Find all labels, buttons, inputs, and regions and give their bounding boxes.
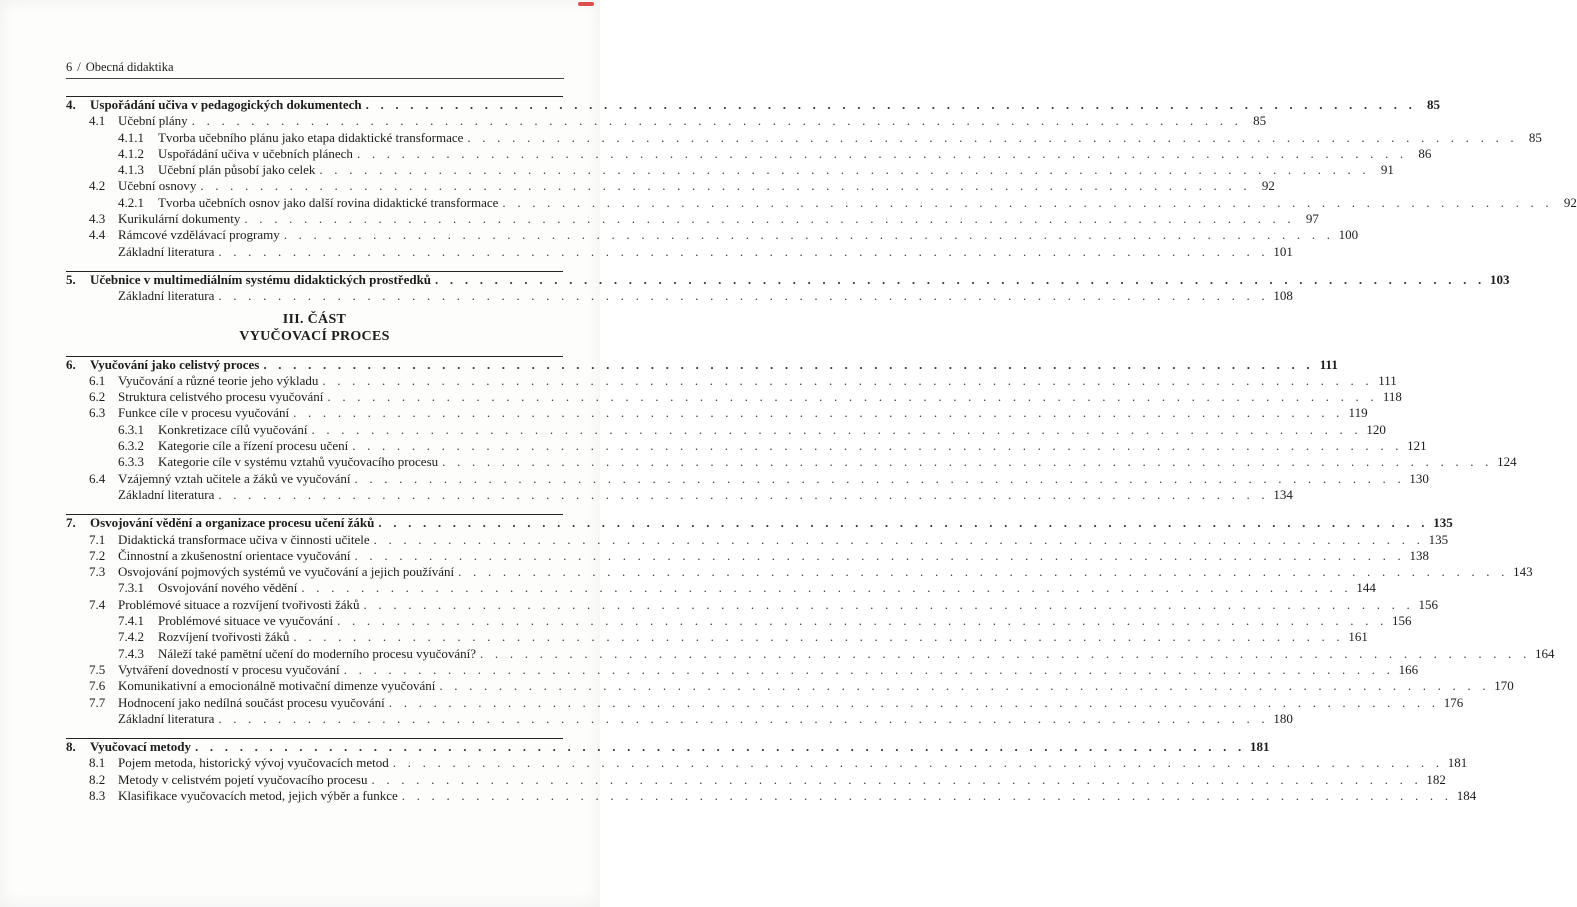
header-separator: / — [77, 60, 81, 74]
entry-title: Funkce cíle v procesu vyučování — [118, 405, 290, 421]
chapter-page: 111 — [1319, 356, 1338, 372]
leader-dots: . . . . . . . . . . . . . . . . . . . . . . . . . . . . . . . . . . . . . . . . . . . . . . . . . . . . . . . . . . . . . . . . . . . . . . . — [301, 580, 1352, 596]
toc-entry[interactable] — [66, 178, 1275, 194]
entry-title: Vytváření dovedností v procesu vyučování — [118, 661, 340, 677]
entry-number: 7.7 — [89, 694, 106, 710]
entry-page: 156 — [1392, 613, 1412, 629]
entry-page: 164 — [1534, 645, 1555, 661]
leader-dots: . . . . . . . . . . . . . . . . . . . . . . . . . . . . . . . . . . . . . . . . . . . . . . . . . . . . . . . . . . . . . . . . . . . . . . . — [218, 243, 1269, 259]
toc-entry[interactable] — [66, 454, 1517, 470]
entry-title: Základní literatura — [118, 288, 215, 304]
entry-number: 7.4.1 — [118, 613, 144, 629]
entry-title: Rámcové vzdělávací programy — [118, 227, 280, 243]
leader-dots: . . . . . . . . . . . . . . . . . . . . . . . . . . . . . . . . . . . . . . . . . . . . . . . . . . . . . . . . . . . . . . . . . . . . . . . — [322, 372, 1373, 388]
leader-dots: . . . . . . . . . . . . . . . . . . . . . . . . . . . . . . . . . . . . . . . . . . . . . . . . . . . . . . . . . . . . . . . . . . . . . . . — [502, 194, 1553, 210]
leader-dots: . . . . . . . . . . . . . . . . . . . . . . . . . . . . . . . . . . . . . . . . . . . . . . . . . . . . . . . . . . . . . . . . . . . . . . . — [218, 710, 1269, 726]
entry-page: 111 — [1378, 372, 1397, 388]
entry-page: 120 — [1366, 421, 1386, 437]
toc-chapter-8[interactable] — [66, 739, 1270, 755]
chapter-title: Vyučování jako celistvý proces — [90, 356, 260, 372]
chapter-page: 135 — [1433, 515, 1453, 531]
entry-number: 7.4.3 — [118, 645, 144, 661]
chapter-page: 181 — [1249, 739, 1270, 755]
entry-page: 97 — [1305, 211, 1319, 227]
entry-page: 156 — [1418, 596, 1438, 612]
entry-title: Vyučování a různé teorie jeho výkladu — [118, 372, 319, 388]
toc-chapter-7[interactable] — [66, 515, 1453, 531]
leader-dots: . . . . . . . . . . . . . . . . . . . . . . . . . . . . . . . . . . . . . . . . . . . . . . . . . . . . . . . . . . . . . . . . . . . . . . . — [373, 531, 1425, 547]
entry-number: 4.2 — [89, 178, 106, 194]
entry-title: Činnostní a zkušenostní orientace vyučování — [118, 547, 351, 563]
leader-dots: . . . . . . . . . . . . . . . . . . . . . . . . . . . . . . . . . . . . . . . . . . . . . . . . . . . . . . . . . . . . . . . . . . . . . . . — [244, 211, 1295, 227]
leader-dots: . . . . . . . . . . . . . . . . . . . . . . . . . . . . . . . . . . . . . . . . . . . . . . . . . . . . . . . . . . . . . . . . . . . . . . . — [200, 178, 1251, 194]
toc-entry[interactable] — [66, 438, 1427, 454]
chapter-number: 8. — [66, 739, 76, 755]
leader-dots: . . . . . . . . . . . . . . . . . . . . . . . . . . . . . . . . . . . . . . . . . . . . . . . . . . . . . . . . . . . . . . . . . . . . . . . — [263, 356, 1314, 372]
entry-page: 134 — [1273, 486, 1293, 502]
toc-entry[interactable] — [66, 421, 1386, 438]
leader-dots: . . . . . . . . . . . . . . . . . . . . . . . . . . . . . . . . . . . . . . . . . . . . . . . . . . . . . . . . . . . . . . . . . . . . . . . — [311, 421, 1362, 437]
toc-chapter-4[interactable] — [66, 97, 1441, 113]
leader-dots: . . . . . . . . . . . . . . . . . . . . . . . . . . . . . . . . . . . . . . . . . . . . . . . . . . . . . . . . . . . . . . . . . . . . . . . — [363, 596, 1414, 612]
leader-dots: . . . . . . . . . . . . . . . . . . . . . . . . . . . . . . . . . . . . . . . . . . . . . . . . . . . . . . . . . . . . . . . . . . . . . . . — [218, 486, 1269, 502]
leader-dots: . . . . . . . . . . . . . . . . . . . . . . . . . . . . . . . . . . . . . . . . . . . . . . . . . . . . . . . . . . . . . . . . . . . . . . . — [354, 547, 1405, 563]
leader-dots: . . . . . . . . . . . . . . . . . . . . . . . . . . . . . . . . . . . . . . . . . . . . . . . . . . . . . . . . . . . . . . . . . . . . . . . — [458, 564, 1509, 580]
toc-entry[interactable] — [66, 771, 1446, 788]
toc-entry[interactable] — [66, 755, 1468, 771]
entry-number: 6.3 — [89, 405, 106, 421]
toc-entry[interactable] — [66, 787, 1477, 804]
entry-title: Učební osnovy — [118, 178, 197, 194]
entry-page: 176 — [1443, 694, 1464, 710]
entry-number: 7.4 — [89, 596, 106, 612]
running-header — [66, 60, 564, 79]
entry-number: 7.1 — [89, 531, 106, 547]
toc-entry[interactable] — [66, 531, 1449, 548]
leader-dots: . . . . . . . . . . . . . . . . . . . . . . . . . . . . . . . . . . . . . . . . . . . . . . . . . . . . . . . . . . . . . . . . . . . . . . . — [371, 771, 1422, 787]
toc-entry[interactable] — [66, 405, 1368, 421]
toc-entry[interactable] — [66, 227, 1359, 243]
chapter-title: Osvojování vědění a organizace procesu učení žáků — [90, 515, 375, 531]
chapter-title: Vyučovací metody — [90, 739, 191, 755]
toc-entry-literature[interactable] — [66, 710, 1293, 727]
entry-title: Metody v celistvém pojetí vyučovacího procesu — [118, 771, 368, 787]
toc-entry[interactable] — [66, 470, 1429, 487]
entry-title: Tvorba učebních osnov jako další rovina didaktické transformace — [158, 194, 499, 210]
leader-dots: . . . . . . . . . . . . . . . . . . . . . . . . . . . . . . . . . . . . . . . . . . . . . . . . . . . . . . . . . . . . . . . . . . . . . . . — [293, 405, 1344, 421]
entry-number: 7.2 — [89, 547, 106, 563]
toc-entry[interactable] — [66, 547, 1429, 564]
entry-title: Učební plány — [118, 113, 188, 129]
entry-title: Problémové situace ve vyučování — [158, 613, 334, 629]
entry-number: 6.4 — [89, 470, 106, 486]
leader-dots: . . . . . . . . . . . . . . . . . . . . . . . . . . . . . . . . . . . . . . . . . . . . . . . . . . . . . . . . . . . . . . . . . . . . . . . — [480, 645, 1531, 661]
entry-title: Vzájemný vztah učitele a žáků ve vyučování — [118, 470, 351, 486]
entry-page: 85 — [1253, 113, 1267, 129]
entry-title: Struktura celistvého procesu vyučování — [118, 389, 324, 405]
leader-dots: . . . . . . . . . . . . . . . . . . . . . . . . . . . . . . . . . . . . . . . . . . . . . . . . . . . . . . . . . . . . . . . . . . . . . . . — [293, 629, 1344, 645]
entry-page: 85 — [1528, 129, 1542, 145]
toc-entry-literature[interactable] — [66, 288, 1293, 304]
leader-dots: . . . . . . . . . . . . . . . . . . . . . . . . . . . . . . . . . . . . . . . . . . . . . . . . . . . . . . . . . . . . . . . . . . . . . . . — [401, 787, 1453, 803]
toc-entry[interactable] — [66, 580, 1376, 596]
entry-title: Problémové situace a rozvíjení tvořivosti žáků — [118, 596, 360, 612]
entry-page: 108 — [1273, 288, 1293, 304]
entry-title: Základní literatura — [118, 486, 215, 502]
entry-page: 182 — [1426, 771, 1446, 787]
toc-entry[interactable] — [66, 694, 1464, 711]
chapter-number: 6. — [66, 356, 76, 372]
entry-title: Uspořádání učiva v učebních plánech — [158, 145, 353, 161]
entry-number: 4.1 — [89, 113, 106, 129]
entry-number: 4.1.1 — [118, 129, 144, 145]
entry-number: 8.3 — [89, 787, 106, 803]
toc-entry-literature[interactable] — [66, 486, 1293, 503]
entry-page: 166 — [1398, 661, 1419, 677]
entry-title: Pojem metoda, historický vývoj vyučovacích metod — [118, 755, 389, 771]
toc-entry-literature[interactable] — [66, 243, 1293, 260]
leader-dots: . . . . . . . . . . . . . . . . . . . . . . . . . . . . . . . . . . . . . . . . . . . . . . . . . . . . . . . . . . . . . . . . . . . . . . . — [354, 470, 1405, 486]
leader-dots: . . . . . . . . . . . . . . . . . . . . . . . . . . . . . . . . . . . . . . . . . . . . . . . . . . . . . . . . . . . . . . . . . . . . . . . — [439, 678, 1490, 694]
entry-title: Rozvíjení tvořivosti žáků — [158, 629, 290, 645]
entry-page: 181 — [1447, 755, 1468, 771]
entry-title: Konkretizace cílů vyučování — [158, 421, 308, 437]
entry-title: Osvojování pojmových systémů ve vyučování a jejich používání — [118, 564, 455, 580]
entry-number: 7.3.1 — [118, 580, 144, 596]
entry-title: Tvorba učebního plánu jako etapa didaktické transformace — [158, 129, 464, 145]
toc-entry[interactable] — [66, 145, 1432, 162]
entry-number: 4.1.3 — [118, 162, 144, 178]
leader-dots: . . . . . . . . . . . . . . . . . . . . . . . . . . . . . . . . . . . . . . . . . . . . . . . . . . . . . . . . . . . . . . . . . . . . . . . — [319, 162, 1370, 178]
toc-entry[interactable] — [66, 194, 1577, 211]
entry-number: 4.4 — [89, 227, 106, 243]
entry-page: 119 — [1348, 405, 1368, 421]
entry-title: Hodnocení jako nedílná součást procesu vyučování — [118, 694, 385, 710]
chapter-page: 103 — [1489, 271, 1510, 287]
leader-dots: . . . . . . . . . . . . . . . . . . . . . . . . . . . . . . . . . . . . . . . . . . . . . . . . . . . . . . . . . . . . . . . . . . . . . . . — [337, 613, 1388, 629]
entry-page: 91 — [1380, 162, 1394, 178]
leader-dots: . . . . . . . . . . . . . . . . . . . . . . . . . . . . . . . . . . . . . . . . . . . . . . . . . . . . . . . . . . . . . . . . . . . . . . . — [365, 97, 1417, 112]
entry-page: 118 — [1382, 389, 1402, 405]
entry-page: 86 — [1418, 145, 1432, 161]
entry-number: 6.3.2 — [118, 438, 144, 454]
entry-page: 184 — [1456, 787, 1477, 803]
entry-page: 130 — [1409, 470, 1429, 486]
header-page-number: 6 — [66, 60, 73, 74]
entry-page: 92 — [1563, 194, 1577, 210]
entry-number: 7.5 — [89, 661, 106, 677]
entry-page: 135 — [1428, 531, 1449, 547]
entry-title: Didaktická transformace učiva v činnosti učitele — [118, 531, 370, 547]
leader-dots: . . . . . . . . . . . . . . . . . . . . . . . . . . . . . . . . . . . . . . . . . . . . . . . . . . . . . . . . . . . . . . . . . . . . . . . — [392, 755, 1444, 771]
entry-number: 6.3.3 — [118, 454, 144, 470]
toc-entry[interactable] — [66, 596, 1438, 613]
toc-entry[interactable] — [66, 564, 1533, 580]
entry-page: 144 — [1356, 580, 1376, 596]
leader-dots: . . . . . . . . . . . . . . . . . . . . . . . . . . . . . . . . . . . . . . . . . . . . . . . . . . . . . . . . . . . . . . . . . . . . . . . — [467, 129, 1518, 145]
entry-number: 6.1 — [89, 372, 106, 388]
entry-page: 143 — [1513, 564, 1533, 580]
leader-dots: . . . . . . . . . . . . . . . . . . . . . . . . . . . . . . . . . . . . . . . . . . . . . . . . . . . . . . . . . . . . . . . . . . . . . . . — [191, 113, 1243, 129]
toc-entry[interactable] — [66, 661, 1419, 678]
entry-number: 6.3.1 — [118, 421, 144, 437]
leader-dots: . . . . . . . . . . . . . . . . . . . . . . . . . . . . . . . . . . . . . . . . . . . . . . . . . . . . . . . . . . . . . . . . . . . . . . . — [218, 288, 1269, 304]
entry-title: Komunikativní a emocionálně motivační dimenze vyučování — [118, 678, 436, 694]
toc-entry[interactable] — [66, 678, 1514, 694]
entry-page: 138 — [1409, 547, 1429, 563]
entry-number: 8.1 — [89, 755, 106, 771]
leader-dots: . . . . . . . . . . . . . . . . . . . . . . . . . . . . . . . . . . . . . . . . . . . . . . . . . . . . . . . . . . . . . . . . . . . . . . . — [435, 271, 1486, 287]
leader-dots: . . . . . . . . . . . . . . . . . . . . . . . . . . . . . . . . . . . . . . . . . . . . . . . . . . . . . . . . . . . . . . . . . . . . . . . — [195, 739, 1246, 755]
part-title: VYUČOVACÍ PROCES — [239, 328, 390, 344]
entry-title: Kategorie cíle a řízení procesu učení — [158, 438, 349, 454]
toc-entry[interactable] — [66, 372, 1397, 389]
chapter-number: 5. — [66, 271, 76, 287]
scan-edge-mark — [578, 2, 594, 6]
chapter-title: Uspořádání učiva v pedagogických dokumentech — [90, 97, 362, 112]
entry-number: 7.6 — [89, 678, 106, 694]
entry-title: Klasifikace vyučovacích metod, jejich výběr a funkce — [118, 787, 398, 803]
entry-number: 7.3 — [89, 564, 106, 580]
entry-page: 92 — [1261, 178, 1275, 194]
entry-title: Náleží také pamětní učení do moderního procesu vyučování? — [158, 645, 477, 661]
entry-title: Základní literatura — [118, 243, 215, 259]
leader-dots: . . . . . . . . . . . . . . . . . . . . . . . . . . . . . . . . . . . . . . . . . . . . . . . . . . . . . . . . . . . . . . . . . . . . . . . — [283, 227, 1335, 243]
chapter-number: 4. — [66, 97, 76, 112]
entry-page: 161 — [1348, 629, 1368, 645]
entry-page: 170 — [1494, 678, 1514, 694]
toc-entry[interactable] — [66, 113, 1267, 129]
chapter-title: Učebnice v multimediálním systému didaktických prostředků — [90, 271, 432, 287]
entry-title: Osvojování nového vědění — [158, 580, 298, 596]
toc-entry[interactable] — [66, 645, 1555, 662]
entry-number: 4.2.1 — [118, 194, 144, 210]
table-of-contents — [66, 96, 1577, 804]
header-book-title: Obecná didaktika — [85, 60, 174, 74]
toc-entry[interactable] — [66, 211, 1319, 227]
leader-dots: . . . . . . . . . . . . . . . . . . . . . . . . . . . . . . . . . . . . . . . . . . . . . . . . . . . . . . . . . . . . . . . . . . . . . . . — [356, 145, 1408, 161]
entry-number: 8.2 — [89, 771, 106, 787]
toc-entry[interactable] — [66, 129, 1542, 146]
entry-number: 6.2 — [89, 389, 106, 405]
leader-dots: . . . . . . . . . . . . . . . . . . . . . . . . . . . . . . . . . . . . . . . . . . . . . . . . . . . . . . . . . . . . . . . . . . . . . . . — [388, 694, 1440, 710]
entry-page: 124 — [1497, 454, 1517, 470]
entry-title: Kurikulární dokumenty — [118, 211, 241, 227]
leader-dots: . . . . . . . . . . . . . . . . . . . . . . . . . . . . . . . . . . . . . . . . . . . . . . . . . . . . . . . . . . . . . . . . . . . . . . . — [343, 661, 1395, 677]
part-heading — [66, 311, 563, 345]
leader-dots: . . . . . . . . . . . . . . . . . . . . . . . . . . . . . . . . . . . . . . . . . . . . . . . . . . . . . . . . . . . . . . . . . . . . . . . — [327, 389, 1378, 405]
entry-title: Kategorie cíle v systému vztahů vyučovacího procesu — [158, 454, 439, 470]
entry-title: Učební plán působí jako celek — [158, 162, 316, 178]
entry-page: 121 — [1407, 438, 1427, 454]
chapter-page: 85 — [1427, 97, 1441, 112]
part-number: III. ČÁST — [282, 311, 347, 327]
toc-chapter-5[interactable] — [66, 271, 1510, 288]
toc-entry[interactable] — [66, 389, 1402, 405]
leader-dots: . . . . . . . . . . . . . . . . . . . . . . . . . . . . . . . . . . . . . . . . . . . . . . . . . . . . . . . . . . . . . . . . . . . . . . . — [442, 454, 1493, 470]
chapter-number: 7. — [66, 515, 76, 531]
entry-title: Základní literatura — [118, 710, 215, 726]
leader-dots: . . . . . . . . . . . . . . . . . . . . . . . . . . . . . . . . . . . . . . . . . . . . . . . . . . . . . . . . . . . . . . . . . . . . . . . — [378, 515, 1429, 531]
toc-entry[interactable] — [66, 162, 1394, 178]
toc-entry[interactable] — [66, 629, 1368, 645]
entry-number: 4.1.2 — [118, 145, 144, 161]
entry-page: 100 — [1338, 227, 1359, 243]
toc-entry[interactable] — [66, 613, 1412, 629]
entry-page: 180 — [1273, 710, 1293, 726]
entry-page: 101 — [1273, 243, 1293, 259]
toc-chapter-6[interactable] — [66, 356, 1338, 373]
leader-dots: . . . . . . . . . . . . . . . . . . . . . . . . . . . . . . . . . . . . . . . . . . . . . . . . . . . . . . . . . . . . . . . . . . . . . . . — [352, 438, 1403, 454]
entry-number: 7.4.2 — [118, 629, 144, 645]
entry-number: 4.3 — [89, 211, 106, 227]
